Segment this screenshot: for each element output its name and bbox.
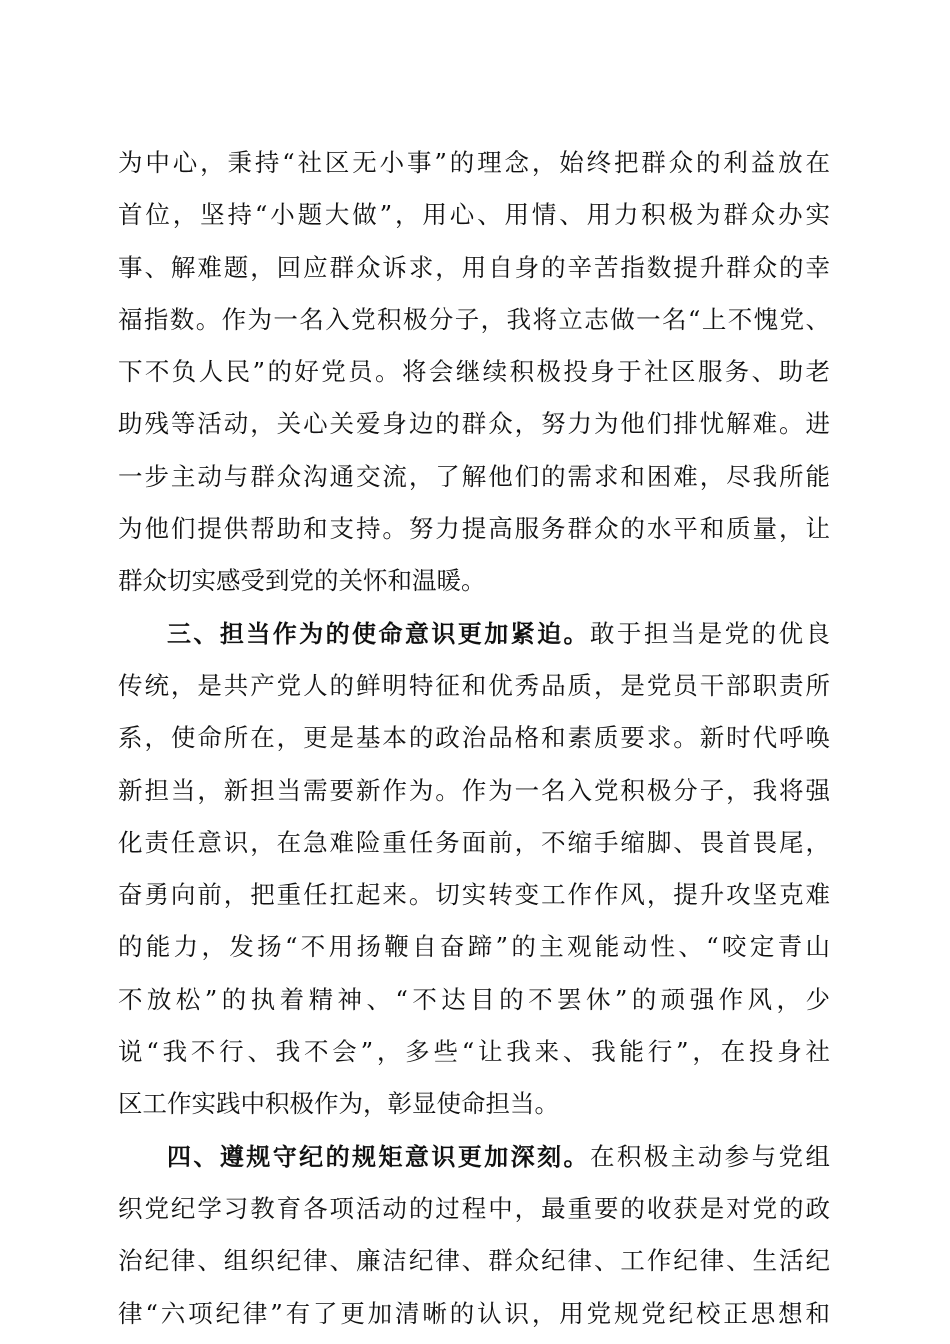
- text-line: 治纪律、组织纪律、廉洁纪律、群众纪律、工作纪律、生活纪: [118, 1246, 830, 1276]
- paragraph-first-line: [118, 1131, 830, 1183]
- text-line: 说“我不行、我不会”，多些“让我来、我能行”，在投身社: [118, 1037, 830, 1067]
- text-line: 助残等活动，关心关爱身边的群众，努力为他们排忧解难。进: [118, 409, 830, 439]
- text-line: 奋勇向前，把重任扛起来。切实转变工作作风，提升攻坚克难: [118, 880, 830, 910]
- text-run: 敢于担当是党的优良: [590, 618, 830, 648]
- paragraph-service: [118, 137, 830, 608]
- text-line: 为中心，秉持“社区无小事”的理念，始终把群众的利益放在: [118, 148, 830, 177]
- text-line: 一步主动与群众沟通交流，了解他们的需求和困难，尽我所能: [118, 461, 830, 491]
- section-heading: 四、遵规守纪的规矩意识更加深刻。: [167, 1142, 590, 1171]
- text-line: 不放松”的执着精神、“不达目的不罢休”的顽强作风，少: [118, 984, 830, 1014]
- text-run: 在积极主动参与党组: [590, 1141, 830, 1171]
- text-line: 新担当，新担当需要新作为。作为一名入党积极分子，我将强: [118, 775, 830, 805]
- text-line: 事、解难题，回应群众诉求，用自身的辛苦指数提升群众的幸: [118, 252, 830, 282]
- text-line: 区工作实践中积极作为，彰显使命担当。: [118, 1089, 559, 1119]
- text-line: 群众切实感受到党的关怀和温暖。: [118, 566, 486, 596]
- text-line: 的能力，发扬“不用扬鞭自奋蹄”的主观能动性、“咬定青山: [118, 932, 830, 962]
- text-line: 织党纪学习教育各项活动的过程中，最重要的收获是对党的政: [118, 1193, 830, 1223]
- paragraph-first-line: [118, 608, 830, 660]
- text-line: 下不负人民”的好党员。将会继续积极投身于社区服务、助老: [118, 357, 830, 387]
- text-line: 系，使命所在，更是基本的政治品格和素质要求。新时代呼唤: [118, 723, 830, 753]
- text-line: 传统，是共产党人的鲜明特征和优秀品质，是党员干部职责所: [118, 670, 830, 700]
- paragraph-discipline: [118, 1131, 830, 1340]
- paragraph-responsibility: [118, 608, 830, 1131]
- document-body: [118, 137, 830, 1340]
- section-heading: 三、担当作为的使命意识更加紧迫。: [167, 619, 590, 648]
- text-line: 律“六项纪律”有了更加清晰的认识，用党规党纪校正思想和: [118, 1298, 830, 1328]
- text-line: 首位，坚持“小题大做”，用心、用情、用力积极为群众办实: [118, 200, 830, 230]
- text-line: 福指数。作为一名入党积极分子，我将立志做一名“上不愧党、: [118, 304, 830, 334]
- text-line: 为他们提供帮助和支持。努力提高服务群众的水平和质量，让: [118, 514, 830, 544]
- text-line: 化责任意识，在急难险重任务面前，不缩手缩脚、畏首畏尾，: [118, 827, 830, 857]
